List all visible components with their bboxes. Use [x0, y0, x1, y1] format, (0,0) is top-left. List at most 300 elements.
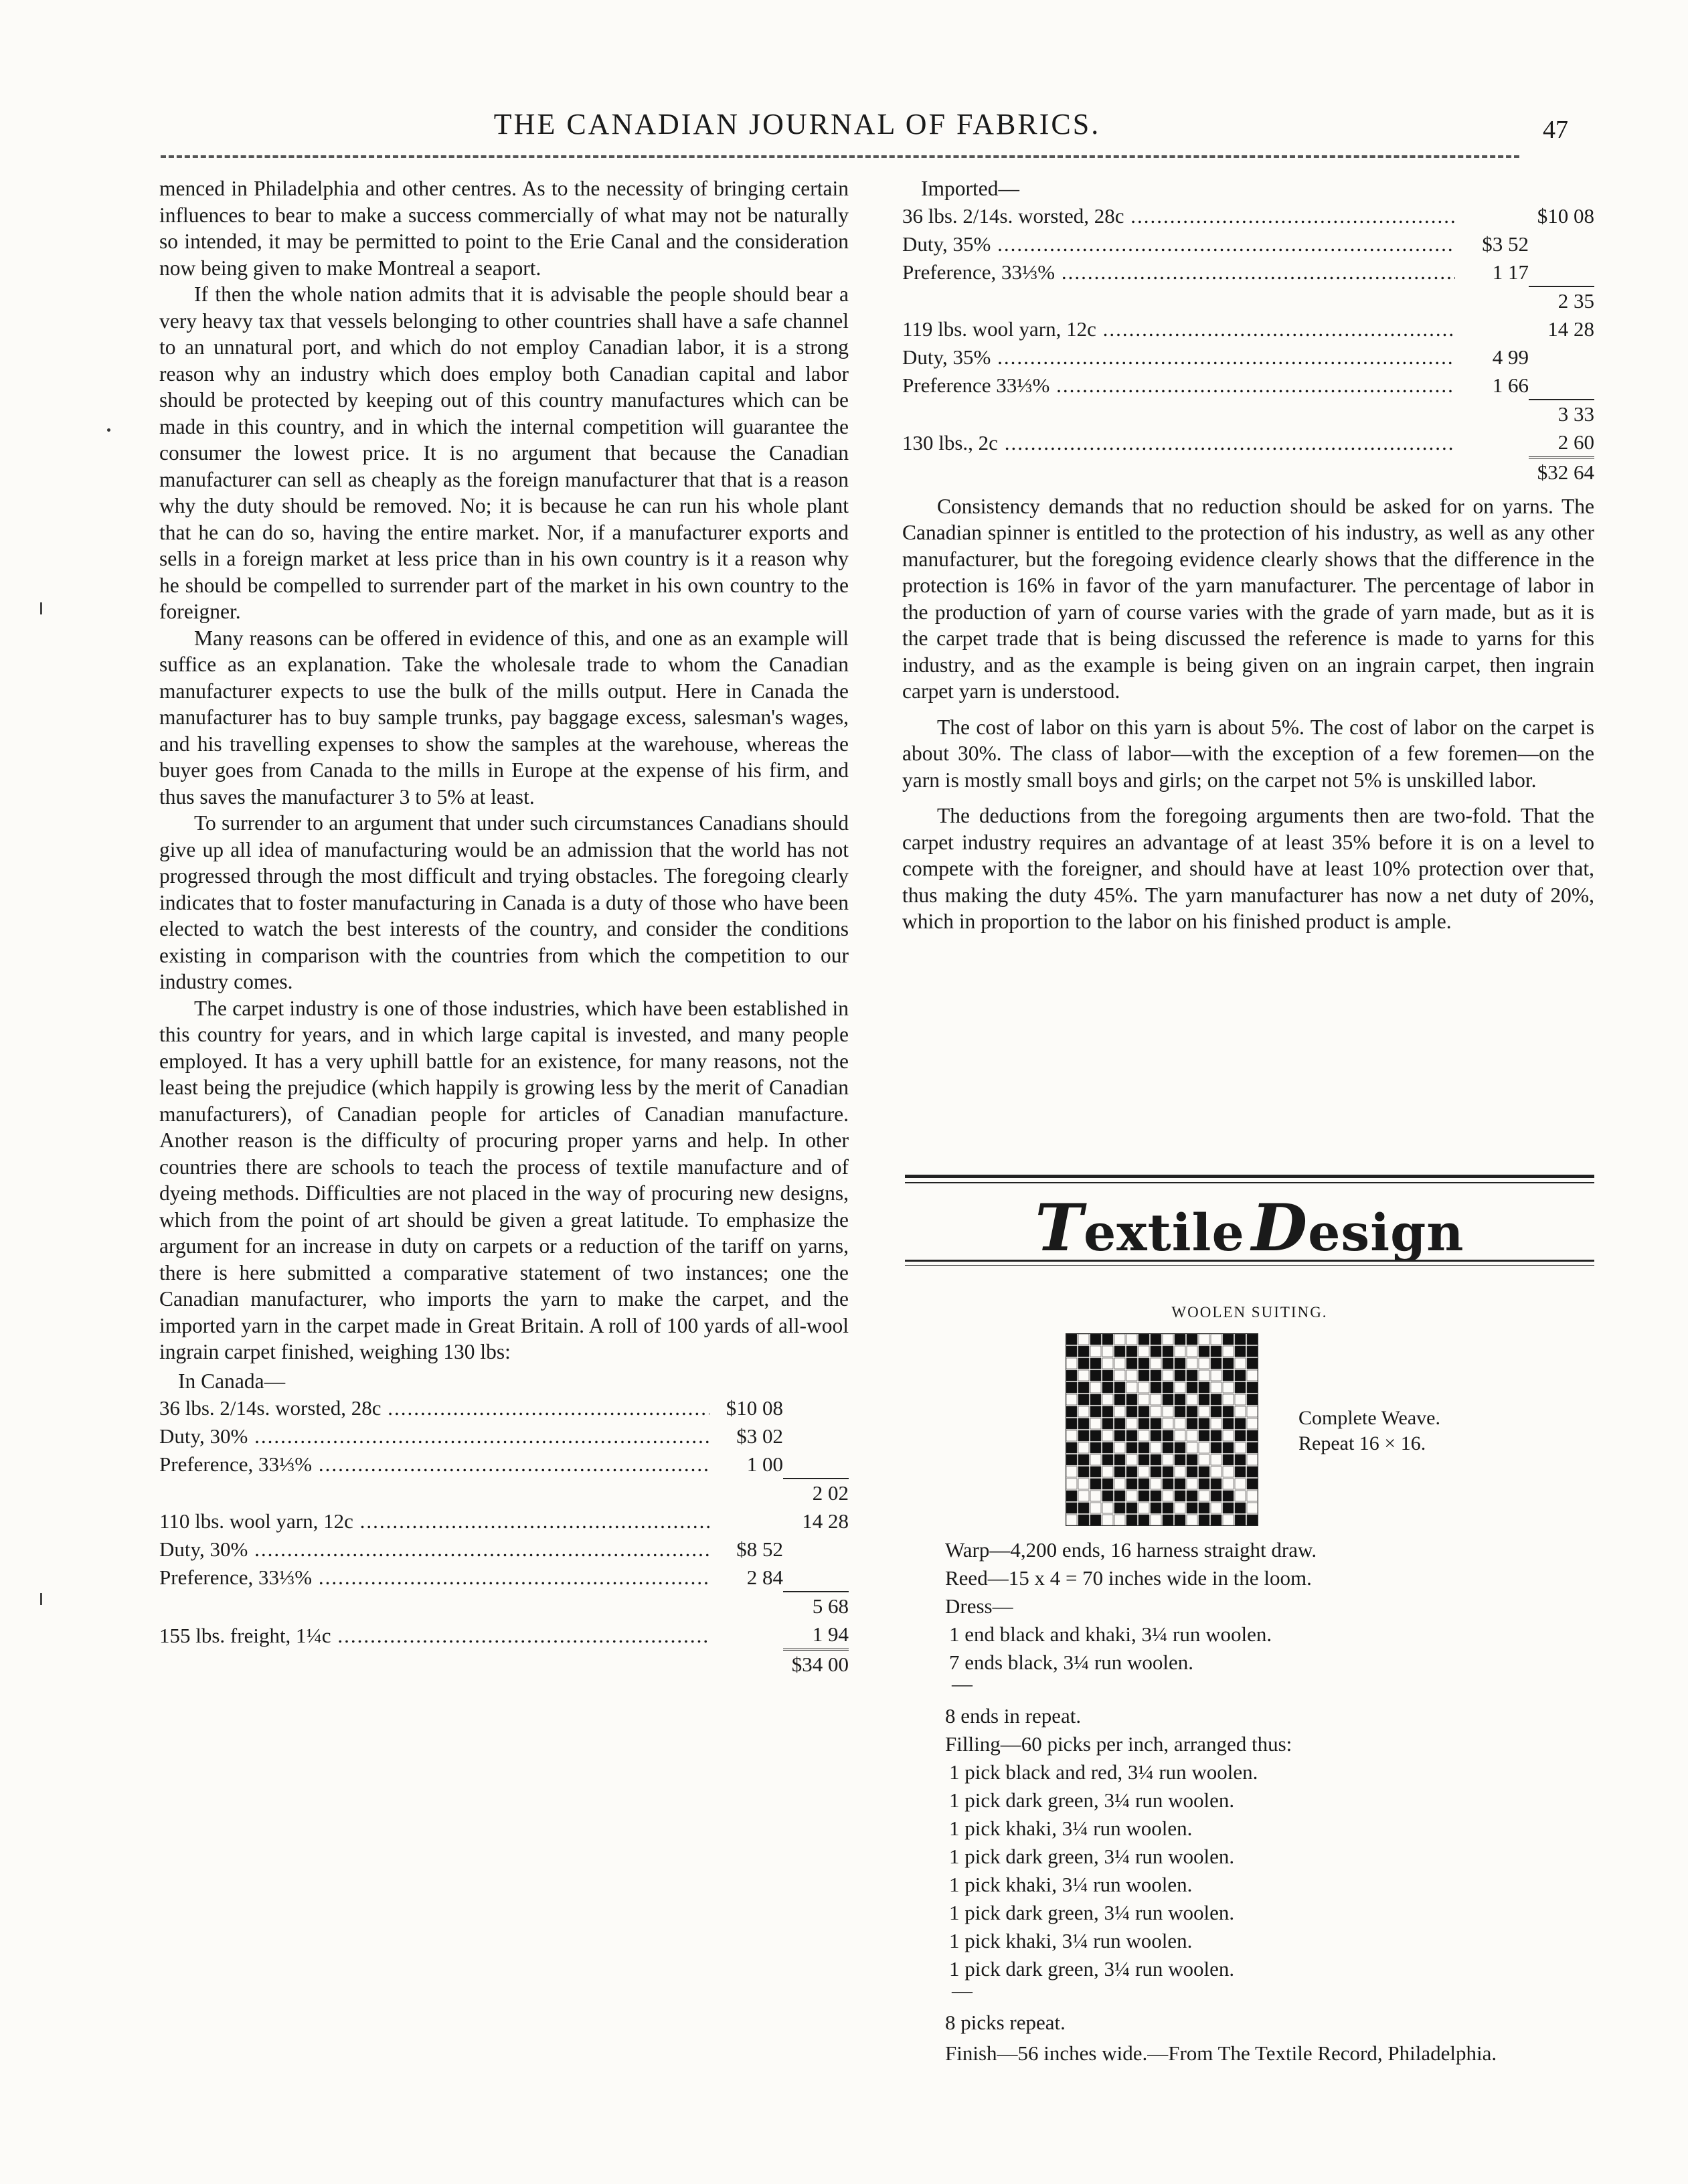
- paragraph: Many reasons can be offered in evidence of this, and one as an example will suffice as an explanation. Take the wholesale trade to whom the Canadian manufacturer expects to use the bulk of the mills output. Here in Canada the manufacturer has to buy sample trunks, pay baggage excess, salesman's wages, and his travelling expenses to show the samples at the warehouse, whereas the buyer goes from Canada to the mills in Europe at the expense of his firm, and thus saves the manufacturer 3 to 5% at least.: [159, 626, 849, 809]
- ledger-desc: Preference, 33⅓% .....: [159, 1564, 709, 1592]
- weave-cell: [1199, 1418, 1209, 1429]
- weave-cell: [1223, 1370, 1234, 1381]
- weave-cell: [1126, 1358, 1137, 1369]
- ledger-desc: 110 lbs. wool yarn, 12c .....: [159, 1507, 709, 1535]
- ledger-amount: [709, 1592, 783, 1620]
- weave-cell: [1163, 1430, 1173, 1441]
- ledger-row: [159, 1620, 849, 1650]
- weave-cell: [1151, 1358, 1161, 1369]
- weave-cell: [1102, 1346, 1113, 1357]
- journal-title: THE CANADIAN JOURNAL OF FABRICS.: [493, 108, 1101, 141]
- weave-cell: [1175, 1503, 1185, 1513]
- ledger-amount: [709, 1650, 783, 1679]
- weave-cell: [1102, 1394, 1113, 1405]
- weave-cell: [1078, 1382, 1089, 1393]
- ledger-desc: Duty, 30% .....: [159, 1535, 709, 1564]
- weave-cell: [1114, 1418, 1125, 1429]
- weave-cell: [1187, 1406, 1197, 1417]
- weave-cell: [1211, 1406, 1221, 1417]
- weave-cell: [1175, 1406, 1185, 1417]
- weave-cell: [1066, 1454, 1077, 1465]
- weave-cell: [1078, 1491, 1089, 1501]
- ledger-subtotal: [1529, 230, 1594, 258]
- ledger-row: [902, 371, 1594, 400]
- weave-cell: [1235, 1394, 1246, 1405]
- weave-cell: [1138, 1454, 1149, 1465]
- ledger-row: [902, 343, 1594, 371]
- weave-cell: [1114, 1454, 1125, 1465]
- weave-cell: [1126, 1406, 1137, 1417]
- weave-cell: [1114, 1358, 1125, 1369]
- weave-caption: [1298, 1406, 1440, 1456]
- title-word: esign: [1308, 1203, 1464, 1262]
- weave-cell: [1175, 1491, 1185, 1501]
- weave-cell: [1175, 1358, 1185, 1369]
- weave-cell: [1235, 1430, 1246, 1441]
- ledger-row: [902, 400, 1594, 428]
- paragraph: Consistency demands that no reduction should be asked for on yarns. The Canadian spinner is entitled to the protection of his industry, as well as any other manufacturer, but the foregoing evidence clearly shows that the difference in the protection is 16% in favor of the yarn manufacturer. The percentage of labor in the production of yarn of course varies with the grade of yarn made, but as it is the carpet trade that is being discussed the reference is made to yarns for this industry, and as the example is being given on an ingrain carpet, then ingrain carpet yarn is understood.: [902, 494, 1594, 703]
- weave-cell: [1199, 1358, 1209, 1369]
- ledger-row: [902, 286, 1594, 315]
- weave-cell: [1138, 1394, 1149, 1405]
- paragraph: The deductions from the foregoing arguments then are two-fold. That the carpet industry requires an advantage of at least 35% before it is on a level to compete with the foreigner, and should have at least 10% protection over that, thus making the duty 45%. The yarn manufacturer has now a net duty of 20%, which in proportion to the labor on his finished product is ample.: [902, 804, 1594, 933]
- ledger-row: [159, 1394, 849, 1422]
- weave-cell: [1066, 1334, 1077, 1345]
- weave-cell: [1223, 1479, 1234, 1489]
- weave-cell: [1199, 1479, 1209, 1489]
- weave-cell: [1078, 1466, 1089, 1477]
- ledger-desc: [902, 457, 1455, 487]
- weave-cell: [1102, 1382, 1113, 1393]
- ledger-row: [159, 1479, 849, 1507]
- paragraph: menced in Philadelphia and other centres. As to the necessity of bringing certain influences to bear to make a success commercially of what may not be naturally so intended, it may be permitted to point to the Erie Canal and the consideration now being given to make Montreal a seaport.: [159, 177, 849, 280]
- weave-cell: [1199, 1515, 1209, 1525]
- weave-cell: [1138, 1466, 1149, 1477]
- weave-cell: [1211, 1503, 1221, 1513]
- weave-cell: [1151, 1406, 1161, 1417]
- weave-cell: [1223, 1430, 1234, 1441]
- ledger-amount: 2 84: [746, 1566, 783, 1589]
- weave-cell: [1066, 1406, 1077, 1417]
- weave-cell: [1187, 1466, 1197, 1477]
- weave-cell: [1114, 1334, 1125, 1345]
- weave-cell: [1114, 1442, 1125, 1453]
- spec-line: 1 pick black and red, 3¼ run woolen.: [949, 1760, 1258, 1784]
- ledger-desc: Duty, 30% .....: [159, 1422, 709, 1450]
- weave-cell: [1090, 1442, 1101, 1453]
- page-number: 47: [1543, 116, 1568, 144]
- weave-cell: [1066, 1370, 1077, 1381]
- ledger-amount: [1455, 457, 1529, 487]
- ledger-subtotal: 2 02: [812, 1481, 849, 1505]
- weave-cell: [1114, 1346, 1125, 1357]
- weave-cell: [1175, 1466, 1185, 1477]
- weave-cell: [1187, 1515, 1197, 1525]
- weave-cell: [1175, 1334, 1185, 1345]
- weave-cell: [1078, 1370, 1089, 1381]
- weave-cell: [1090, 1334, 1101, 1345]
- weave-cell: [1151, 1491, 1161, 1501]
- weave-cell: [1175, 1418, 1185, 1429]
- weave-cell: [1199, 1454, 1209, 1465]
- weave-cell: [1138, 1370, 1149, 1381]
- weave-cell: [1114, 1406, 1125, 1417]
- weave-cell: [1151, 1430, 1161, 1441]
- weave-cell: [1247, 1406, 1258, 1417]
- weave-cell: [1126, 1479, 1137, 1489]
- weave-cell: [1235, 1382, 1246, 1393]
- weave-cell: [1126, 1334, 1137, 1345]
- weave-cell: [1114, 1503, 1125, 1513]
- ledger-amount: [1455, 286, 1529, 315]
- weave-cell: [1163, 1491, 1173, 1501]
- weave-cell: [1090, 1346, 1101, 1357]
- ledger-amount: 1 66: [1492, 373, 1529, 397]
- weave-cell: [1126, 1503, 1137, 1513]
- weave-cell: [1187, 1442, 1197, 1453]
- weave-cell: [1175, 1394, 1185, 1405]
- weave-cell: [1066, 1503, 1077, 1513]
- weave-cell: [1126, 1466, 1137, 1477]
- weave-cell: [1235, 1346, 1246, 1357]
- weave-cell: [1114, 1491, 1125, 1501]
- weave-caption-line: Repeat 16 × 16.: [1298, 1432, 1426, 1454]
- header-rule: [161, 155, 1519, 158]
- weave-cell: [1187, 1334, 1197, 1345]
- weave-cell: [1175, 1454, 1185, 1465]
- weave-cell: [1247, 1346, 1258, 1357]
- weave-cell: [1211, 1382, 1221, 1393]
- ledger-amount: [1455, 202, 1529, 230]
- ledger-amount: $3 52: [1482, 232, 1529, 256]
- weave-cell: [1199, 1466, 1209, 1477]
- ledger-subtotal: [1529, 371, 1594, 400]
- weave-cell: [1163, 1442, 1173, 1453]
- weave-cell: [1090, 1454, 1101, 1465]
- ledger-desc: 130 lbs., 2c .....: [902, 428, 1455, 458]
- margin-mark: [107, 428, 110, 432]
- weave-cell: [1138, 1334, 1149, 1345]
- weave-caption-line: Complete Weave.: [1298, 1407, 1440, 1429]
- weave-cell: [1114, 1394, 1125, 1405]
- weave-cell: [1090, 1370, 1101, 1381]
- section-rule: [905, 1260, 1594, 1262]
- ledger-subtotal: 2 60: [1557, 430, 1594, 454]
- weave-cell: [1175, 1479, 1185, 1489]
- ledger-total: $32 64: [1529, 457, 1594, 487]
- weave-cell: [1126, 1515, 1137, 1525]
- weave-cell: [1066, 1515, 1077, 1525]
- weave-cell: [1090, 1515, 1101, 1525]
- weave-cell: [1235, 1491, 1246, 1501]
- weave-cell: [1199, 1346, 1209, 1357]
- weave-cell: [1078, 1515, 1089, 1525]
- weave-diagram: [1066, 1333, 1258, 1526]
- weave-cell: [1078, 1442, 1089, 1453]
- weave-cell: [1235, 1503, 1246, 1513]
- spec-dash: —: [952, 1672, 973, 1695]
- weave-cell: [1175, 1370, 1185, 1381]
- weave-cell: [1126, 1442, 1137, 1453]
- ledger-row: [902, 258, 1594, 286]
- weave-cell: [1114, 1515, 1125, 1525]
- weave-cell: [1102, 1406, 1113, 1417]
- weave-cell: [1151, 1394, 1161, 1405]
- weave-cell: [1102, 1454, 1113, 1465]
- ledger-amount: $3 02: [736, 1424, 783, 1448]
- weave-cell: [1102, 1503, 1113, 1513]
- weave-cell: [1126, 1370, 1137, 1381]
- ledger-row: [159, 1564, 849, 1592]
- spec-line: 1 pick khaki, 3¼ run woolen.: [949, 1817, 1193, 1840]
- weave-cell: [1102, 1515, 1113, 1525]
- design-heading: WOOLEN SUITING.: [1171, 1304, 1328, 1321]
- title-word: extile: [1083, 1203, 1245, 1262]
- weave-cell: [1199, 1394, 1209, 1405]
- weave-cell: [1163, 1479, 1173, 1489]
- ledger-row: [902, 428, 1594, 458]
- weave-cell: [1102, 1466, 1113, 1477]
- weave-cell: [1163, 1358, 1173, 1369]
- weave-cell: [1175, 1346, 1185, 1357]
- paragraph: The cost of labor on this yarn is about 5%. The cost of labor on the carpet is about 30%. The class of labor—with the exception of a few foremen—on the yarn is mostly small boys and girls; on the carpet not 5% is unskilled labor.: [902, 715, 1594, 792]
- weave-cell: [1163, 1334, 1173, 1345]
- weave-cell: [1151, 1454, 1161, 1465]
- weave-cell: [1163, 1418, 1173, 1429]
- section-rule: [905, 1175, 1594, 1178]
- weave-cell: [1163, 1466, 1173, 1477]
- weave-cell: [1102, 1370, 1113, 1381]
- weave-cell: [1102, 1479, 1113, 1489]
- weave-cell: [1102, 1491, 1113, 1501]
- spec-line: Reed—15 x 4 = 70 inches wide in the loom.: [945, 1566, 1312, 1590]
- weave-cell: [1138, 1442, 1149, 1453]
- section-rule: [905, 1265, 1594, 1266]
- ledger-amount: 4 99: [1492, 345, 1529, 369]
- weave-cell: [1223, 1503, 1234, 1513]
- weave-cell: [1187, 1418, 1197, 1429]
- weave-cell: [1151, 1346, 1161, 1357]
- weave-cell: [1163, 1454, 1173, 1465]
- weave-cell: [1175, 1515, 1185, 1525]
- weave-cell: [1066, 1466, 1077, 1477]
- ledger-subtotal: [783, 1535, 849, 1564]
- ledger-desc: 155 lbs. freight, 1¼c .....: [159, 1620, 709, 1650]
- weave-cell: [1078, 1334, 1089, 1345]
- weave-cell: [1090, 1382, 1101, 1393]
- weave-cell: [1163, 1382, 1173, 1393]
- ledger-amount: 1 00: [746, 1452, 783, 1476]
- weave-cell: [1187, 1503, 1197, 1513]
- weave-cell: [1223, 1346, 1234, 1357]
- spec-line: Filling—60 picks per inch, arranged thus:: [945, 1732, 1292, 1756]
- weave-cell: [1102, 1430, 1113, 1441]
- weave-cell: [1223, 1515, 1234, 1525]
- weave-cell: [1163, 1370, 1173, 1381]
- weave-cell: [1078, 1394, 1089, 1405]
- ledger-total-row: [902, 457, 1594, 487]
- weave-cell: [1199, 1430, 1209, 1441]
- weave-cell: [1126, 1430, 1137, 1441]
- weave-cell: [1151, 1515, 1161, 1525]
- weave-cell: [1175, 1382, 1185, 1393]
- weave-cell: [1114, 1382, 1125, 1393]
- spec-line: 1 pick dark green, 3¼ run woolen.: [949, 1957, 1235, 1981]
- ledger-row: [159, 1422, 849, 1450]
- ledger-amount: $8 52: [736, 1537, 783, 1561]
- spec-line: 1 pick dark green, 3¼ run woolen.: [949, 1901, 1235, 1924]
- weave-cell: [1211, 1454, 1221, 1465]
- weave-cell: [1078, 1430, 1089, 1441]
- weave-cell: [1235, 1358, 1246, 1369]
- weave-cell: [1175, 1430, 1185, 1441]
- weave-cell: [1211, 1515, 1221, 1525]
- weave-cell: [1066, 1358, 1077, 1369]
- weave-cell: [1223, 1466, 1234, 1477]
- weave-cell: [1078, 1454, 1089, 1465]
- ledger-desc: 36 lbs. 2/14s. worsted, 28c .....: [902, 202, 1455, 230]
- weave-cell: [1151, 1503, 1161, 1513]
- weave-cell: [1151, 1382, 1161, 1393]
- weave-cell: [1151, 1370, 1161, 1381]
- weave-cell: [1247, 1382, 1258, 1393]
- ledger-row: [902, 315, 1594, 343]
- weave-cell: [1090, 1503, 1101, 1513]
- ledger-row: [159, 1535, 849, 1564]
- title-initial: T: [1035, 1190, 1084, 1266]
- weave-cell: [1199, 1491, 1209, 1501]
- weave-cell: [1187, 1479, 1197, 1489]
- title-initial: D: [1251, 1190, 1309, 1266]
- ledger-total-row: [159, 1650, 849, 1679]
- weave-cell: [1235, 1370, 1246, 1381]
- ledger-subtotal: 5 68: [812, 1594, 849, 1618]
- weave-cell: [1090, 1430, 1101, 1441]
- ledger-desc: Preference, 33⅓% .....: [159, 1450, 709, 1479]
- ledger-desc: [159, 1592, 709, 1620]
- weave-cell: [1235, 1406, 1246, 1417]
- ledger-amount: $10 08: [726, 1396, 783, 1420]
- weave-cell: [1187, 1491, 1197, 1501]
- margin-mark: [40, 602, 42, 614]
- weave-cell: [1138, 1346, 1149, 1357]
- ledger-row: [902, 202, 1594, 230]
- ledger-amount: [1455, 428, 1529, 458]
- weave-cell: [1187, 1370, 1197, 1381]
- weave-cell: [1066, 1442, 1077, 1453]
- weave-cell: [1114, 1479, 1125, 1489]
- weave-cell: [1223, 1382, 1234, 1393]
- weave-cell: [1090, 1406, 1101, 1417]
- weave-cell: [1199, 1442, 1209, 1453]
- ledger-subtotal: 2 35: [1557, 288, 1594, 313]
- ledger-row: [159, 1507, 849, 1535]
- ledger-amount: [709, 1507, 783, 1535]
- weave-cell: [1187, 1454, 1197, 1465]
- weave-cell: [1235, 1466, 1246, 1477]
- weave-cell: [1126, 1394, 1137, 1405]
- weave-cell: [1223, 1394, 1234, 1405]
- weave-cell: [1223, 1334, 1234, 1345]
- spec-line: 1 pick dark green, 3¼ run woolen.: [949, 1788, 1235, 1812]
- weave-cell: [1126, 1382, 1137, 1393]
- weave-cell: [1078, 1406, 1089, 1417]
- weave-cell: [1163, 1515, 1173, 1525]
- weave-cell: [1090, 1491, 1101, 1501]
- paragraph: The carpet industry is one of those industries, which have been established in this country for years, and in which large capital is invested, and many people employed. It has a very uphill battle for an existence, for many reasons, not the least being the prejudice (which happily is growing less by the merit of Canadian manufacturers), of Canadian people for articles of Canadian manufacture. Another reason is the difficulty of procuring proper yarns and help. In other countries there are schools to teach the process of textile manufacture and of dyeing methods. Difficulties are not placed in the way of procuring new designs, which from the point of art should be given a great latitude. To emphasize the argument for an increase in duty on carpets or a reduction of the tariff on yarns, there is here submitted a comparative statement of two instances; one the Canadian manufacturer, who imports the yarn to make the carpet, and the imported yarn in the carpet made in Great Britain. A roll of 100 yards of all-wool ingrain carpet finished, weighing 130 lbs:: [159, 996, 849, 1363]
- ledger-subtotal: [783, 1564, 849, 1592]
- weave-cell: [1247, 1503, 1258, 1513]
- ledger-amount: [709, 1479, 783, 1507]
- weave-cell: [1114, 1370, 1125, 1381]
- weave-cell: [1163, 1406, 1173, 1417]
- weave-cell: [1151, 1334, 1161, 1345]
- weave-cell: [1151, 1442, 1161, 1453]
- weave-cell: [1211, 1442, 1221, 1453]
- ledger-row: [159, 1592, 849, 1620]
- weave-cell: [1066, 1394, 1077, 1405]
- weave-cell: [1090, 1479, 1101, 1489]
- ledger-desc: Duty, 35% .....: [902, 230, 1455, 258]
- ledger-amount: [1455, 315, 1529, 343]
- weave-cell: [1235, 1418, 1246, 1429]
- weave-cell: [1078, 1358, 1089, 1369]
- ledger-total: $34 00: [783, 1650, 849, 1679]
- weave-cell: [1090, 1358, 1101, 1369]
- weave-cell: [1199, 1334, 1209, 1345]
- weave-cell: [1223, 1418, 1234, 1429]
- weave-cell: [1247, 1358, 1258, 1369]
- spec-line: 8 picks repeat.: [945, 2011, 1066, 2034]
- weave-cell: [1247, 1442, 1258, 1453]
- weave-cell: [1187, 1358, 1197, 1369]
- weave-cell: [1138, 1479, 1149, 1489]
- ledger-label: Imported—: [921, 177, 1019, 200]
- spec-line: 1 pick khaki, 3¼ run woolen.: [949, 1873, 1193, 1896]
- weave-cell: [1078, 1479, 1089, 1489]
- weave-cell: [1247, 1515, 1258, 1525]
- weave-cell: [1211, 1479, 1221, 1489]
- weave-cell: [1151, 1479, 1161, 1489]
- canada-ledger: [159, 1394, 849, 1679]
- weave-cell: [1090, 1394, 1101, 1405]
- ledger-amount: [709, 1620, 783, 1650]
- weave-cell: [1199, 1406, 1209, 1417]
- ledger-label: In Canada—: [178, 1369, 286, 1393]
- weave-cell: [1090, 1466, 1101, 1477]
- weave-cell: [1199, 1370, 1209, 1381]
- spec-line: 1 pick khaki, 3¼ run woolen.: [949, 1929, 1193, 1952]
- weave-cell: [1247, 1430, 1258, 1441]
- weave-cell: [1235, 1334, 1246, 1345]
- weave-cell: [1138, 1515, 1149, 1525]
- ledger-subtotal: 1 94: [812, 1622, 849, 1646]
- weave-cell: [1235, 1454, 1246, 1465]
- spec-dash: —: [952, 1979, 973, 2002]
- weave-cell: [1199, 1382, 1209, 1393]
- weave-cell: [1126, 1454, 1137, 1465]
- weave-cell: [1235, 1442, 1246, 1453]
- weave-cell: [1126, 1491, 1137, 1501]
- weave-cell: [1138, 1430, 1149, 1441]
- weave-cell: [1247, 1334, 1258, 1345]
- ledger-subtotal: [783, 1422, 849, 1450]
- spec-line: Warp—4,200 ends, 16 harness straight draw.: [945, 1538, 1317, 1562]
- weave-cell: [1187, 1346, 1197, 1357]
- weave-cell: [1211, 1346, 1221, 1357]
- weave-cell: [1066, 1491, 1077, 1501]
- design-specs: [945, 1536, 1601, 2068]
